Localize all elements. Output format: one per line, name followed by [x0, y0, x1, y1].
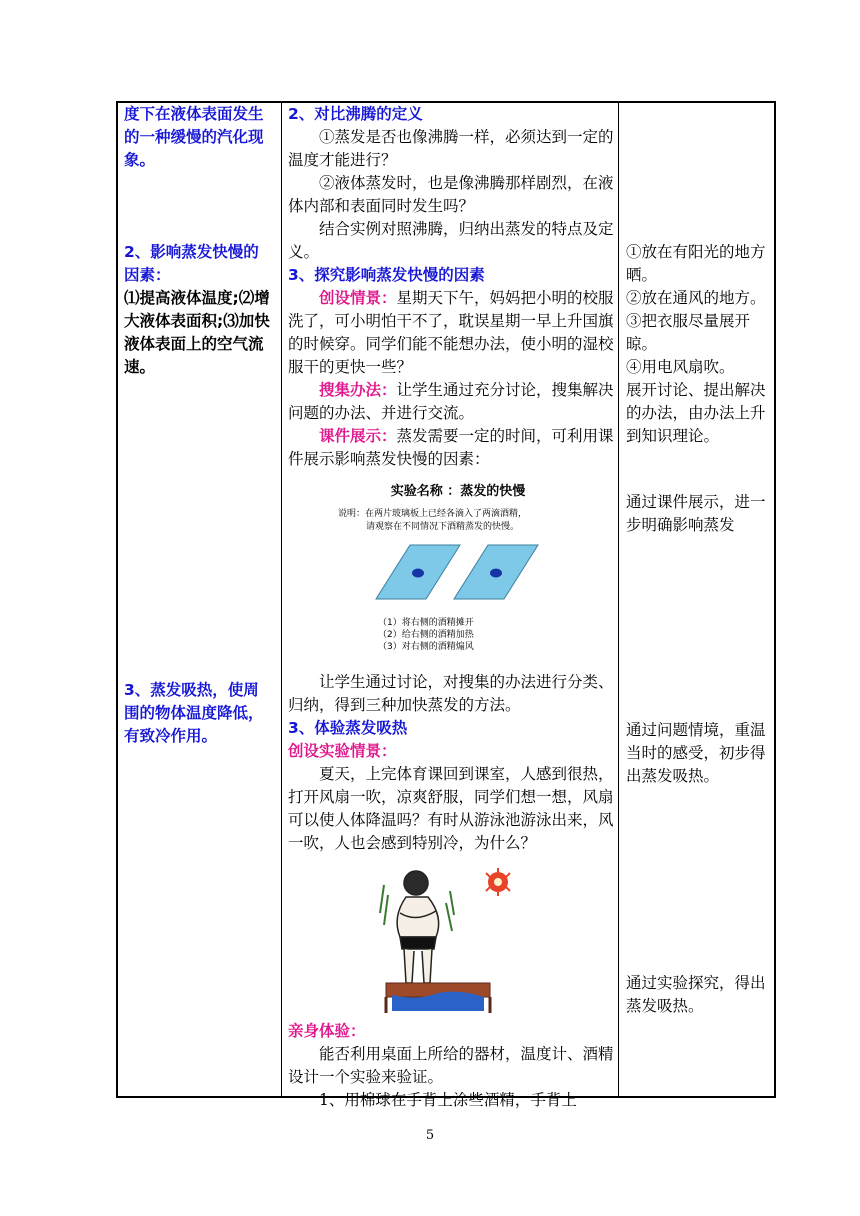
scene-text: 星期天下午，妈妈把小明的校服洗了，可小明怕干不了，耽误星期一早上升国旗的时候穿。同学们能不能想办法，使小明的湿校服干的更快一些？ — [288, 289, 614, 376]
question-1: ①蒸发是否也像沸腾一样，必须达到一定的温度才能进行？ — [288, 128, 614, 169]
key-points-column — [124, 103, 274, 748]
method-3: ③把衣服尽量展开晾。 — [626, 312, 751, 353]
step-1-text: 1、用棉球在手背上涂些酒精，手背上 — [319, 1091, 577, 1109]
experiment-scene-label: 创设实验情景： — [288, 742, 397, 760]
shivering-swimmer-icon — [380, 871, 454, 983]
courseware-note: 通过课件展示，进一步明确影响蒸发 — [626, 493, 766, 534]
discuss-paragraph: 让学生通过讨论，对搜集的办法进行分类、归纳，得到三种加快蒸发的方法。 — [288, 673, 614, 714]
factors-list: ⑴提高液体温度;⑵增大液体表面积;⑶加快液体表面上的空气流速。 — [124, 289, 270, 376]
lesson-table — [116, 101, 776, 1109]
method-discussion: 展开讨论、提出解决的办法，由办法上升到知识理论。 — [626, 381, 766, 445]
alcohol-drop-left — [412, 569, 424, 578]
notes-column — [626, 103, 772, 1018]
method-2: ②放在通风的地方。 — [626, 289, 766, 307]
evaporation-definition-end: 度下在液体表面发生的一种缓慢的汽化现象。 — [124, 105, 264, 169]
boiling-compare-heading: 2、对比沸腾的定义 — [288, 105, 423, 123]
hands-on-text: 能否利用桌面上所给的器材，温度计、酒精设计一个实验来验证。 — [288, 1045, 614, 1086]
sun-icon — [486, 868, 510, 896]
experiment-scene-text: 夏天，上完体育课回到课室，人感到很热，打开风扇一吹，凉爽舒服，同学们想一想，风扇可以使人体降温吗？有时从游泳池游泳出来，风一吹，人也会感到特别冷，为什么？ — [288, 765, 614, 852]
factors-heading: 2、影响蒸发快慢的因素： — [124, 243, 259, 284]
experiment-desc-1: 说明：在两片玻璃板上已经各滴入了两滴酒精， — [338, 509, 528, 519]
scene-paragraph — [288, 287, 616, 379]
alcohol-drop-right — [490, 569, 502, 578]
collect-paragraph — [288, 379, 616, 425]
experiment-note: 通过实验探究，得出蒸发吸热。 — [626, 974, 766, 1015]
courseware-paragraph — [288, 425, 616, 471]
column-divider — [281, 103, 282, 1096]
experiment-step: （3）对右侧的酒精煽风 — [378, 642, 474, 652]
collect-text: 让学生通过充分讨论，搜集解决问题的办法、并进行交流。 — [288, 381, 614, 422]
hands-on-label: 亲身体验： — [288, 1022, 366, 1040]
method-4: ④用电风扇吹。 — [626, 358, 735, 376]
page-number: 5 — [425, 1128, 435, 1143]
experiment-step: （2）给右侧的酒精加热 — [378, 630, 474, 640]
experiment-desc-2: 请观察在不同情况下酒精蒸发的快慢。 — [366, 522, 520, 532]
method-1: ①放在有阳光的地方晒。 — [626, 243, 766, 284]
swimmer-cold-illustration — [288, 855, 616, 1020]
experiment-step: （1）将右侧的酒精摊开 — [378, 618, 474, 628]
scene-label: 创设情景： — [319, 289, 397, 307]
collect-label: 搜集办法： — [319, 381, 397, 399]
experiment-title: 实验名称 ：蒸发的快慢 — [390, 484, 526, 499]
experiment-figure — [288, 471, 616, 671]
pool-edge-icon — [386, 983, 490, 1013]
absorb-heat-heading: 3、体验蒸发吸热 — [288, 719, 408, 737]
column-divider — [618, 103, 619, 1096]
courseware-text: 蒸发需要一定的时间，可利用课件展示影响蒸发快慢的因素： — [288, 427, 614, 468]
question-2: ②液体蒸发时，也是像沸腾那样剧烈，在液体内部和表面同时发生吗？ — [288, 174, 614, 215]
summary-text: 结合实例对照沸腾，归纳出蒸发的特点及定义。 — [288, 220, 614, 261]
factors-explore-heading: 3、探究影响蒸发快慢的因素 — [288, 266, 485, 284]
teaching-process-column — [288, 103, 616, 1112]
courseware-label: 课件展示： — [319, 427, 397, 445]
scene-note: 通过问题情境，重温当时的感受，初步得出蒸发吸热。 — [626, 721, 766, 785]
evaporation-absorbs-heat: 3、蒸发吸热，使周围的物体温度降低，有致冷作用。 — [124, 681, 264, 745]
